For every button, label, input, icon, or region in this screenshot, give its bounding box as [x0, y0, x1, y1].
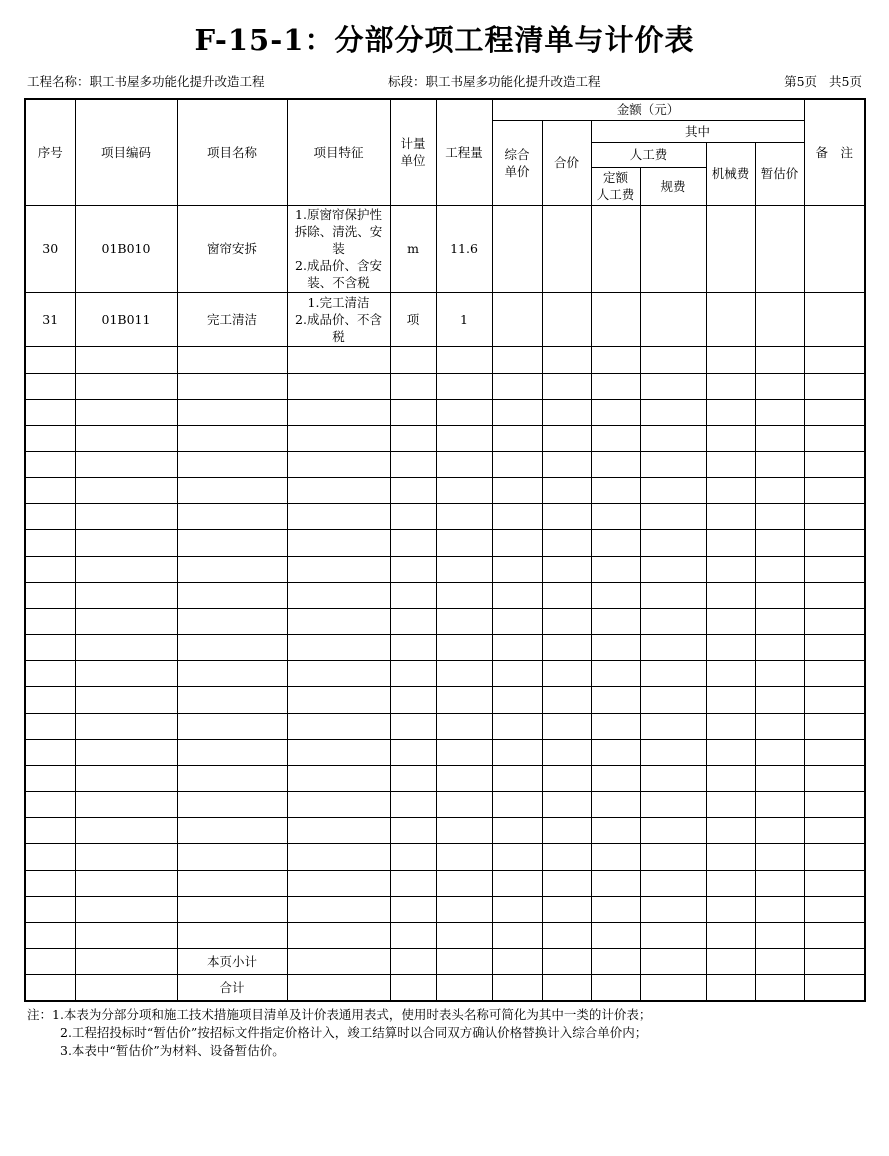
header-name: 项目名称	[177, 99, 287, 205]
table-header	[25, 99, 865, 205]
header-of-which: 其中	[591, 120, 804, 142]
header-code: 项目编码	[75, 99, 177, 205]
empty-row	[25, 635, 865, 661]
header-estimate: 暂估价	[755, 142, 804, 205]
empty-row	[25, 373, 865, 399]
header-unit-price: 综合 单价	[492, 120, 542, 205]
cell-seq: 30	[25, 205, 75, 293]
empty-row	[25, 739, 865, 765]
page-info	[772, 72, 862, 90]
header-machine: 机械费	[706, 142, 755, 205]
header-quantity: 工程量	[436, 99, 492, 205]
header-seq: 序号	[25, 99, 75, 205]
empty-row	[25, 399, 865, 425]
cell-unit: m	[390, 205, 436, 293]
table-row	[25, 293, 865, 347]
empty-row	[25, 661, 865, 687]
pricing-table	[24, 98, 866, 1002]
cell-name: 窗帘安拆	[177, 205, 287, 293]
subtotal-row	[25, 948, 865, 974]
empty-row	[25, 452, 865, 478]
total-label: 合计	[177, 975, 287, 1001]
empty-row	[25, 425, 865, 451]
empty-row	[25, 687, 865, 713]
empty-row	[25, 870, 865, 896]
header-fees: 规费	[640, 167, 706, 205]
empty-row	[25, 347, 865, 373]
header-remark: 备 注	[804, 99, 865, 205]
project-name: 工程名称：职工书屋多功能化提升改造工程	[27, 74, 265, 89]
empty-row	[25, 792, 865, 818]
empty-row	[25, 504, 865, 530]
empty-row	[25, 582, 865, 608]
empty-row	[25, 765, 865, 791]
cell-unit: 项	[390, 293, 436, 347]
table-body	[25, 205, 865, 1001]
cell-seq: 31	[25, 293, 75, 347]
page-title: F-15-1：分部分项工程清单与计价表	[194, 23, 695, 57]
header-amount: 金额（元）	[492, 99, 804, 120]
total-pages: 共5页	[829, 74, 862, 89]
empty-row	[25, 844, 865, 870]
subtotal-label: 本页小计	[177, 948, 287, 974]
cell-feature: 1.原窗帘保护性拆除、清洗、安装 2.成品价、含安装、不含税	[287, 205, 390, 293]
cell-feature: 1.完工清洁 2.成品价、不含税	[287, 293, 390, 347]
total-row	[25, 975, 865, 1001]
cell-quantity: 11.6	[436, 205, 492, 293]
note-3: 3.本表中“暂估价”为材料、设备暂估价。	[60, 1043, 285, 1058]
empty-row	[25, 608, 865, 634]
header-unit: 计量 单位	[390, 99, 436, 205]
empty-row	[25, 530, 865, 556]
header-quota-labor: 定额 人工费	[591, 167, 640, 205]
note-2: 2.工程招投标时“暂估价”按招标文件指定价格计入，竣工结算时以合同双方确认价格替换计入综合单价内；	[60, 1025, 648, 1040]
header-feature: 项目特征	[287, 99, 390, 205]
notes	[27, 1006, 651, 1060]
header-labor: 人工费	[591, 142, 706, 167]
cell-code: 01B011	[75, 293, 177, 347]
section-name: 标段：职工书屋多功能化提升改造工程	[388, 74, 601, 89]
empty-row	[25, 922, 865, 948]
empty-row	[25, 478, 865, 504]
empty-row	[25, 556, 865, 582]
table-row	[25, 205, 865, 293]
note-1: 注：1.本表为分部分项和施工技术措施项目清单及计价表通用表式，使用时表头名称可简化为其中一类的计价表；	[27, 1007, 652, 1022]
page-number: 第5页	[784, 74, 818, 89]
empty-row	[25, 713, 865, 739]
empty-row	[25, 896, 865, 922]
cell-name: 完工清洁	[177, 293, 287, 347]
cell-quantity: 1	[436, 293, 492, 347]
cell-code: 01B010	[75, 205, 177, 293]
header-total: 合价	[542, 120, 591, 205]
empty-row	[25, 818, 865, 844]
